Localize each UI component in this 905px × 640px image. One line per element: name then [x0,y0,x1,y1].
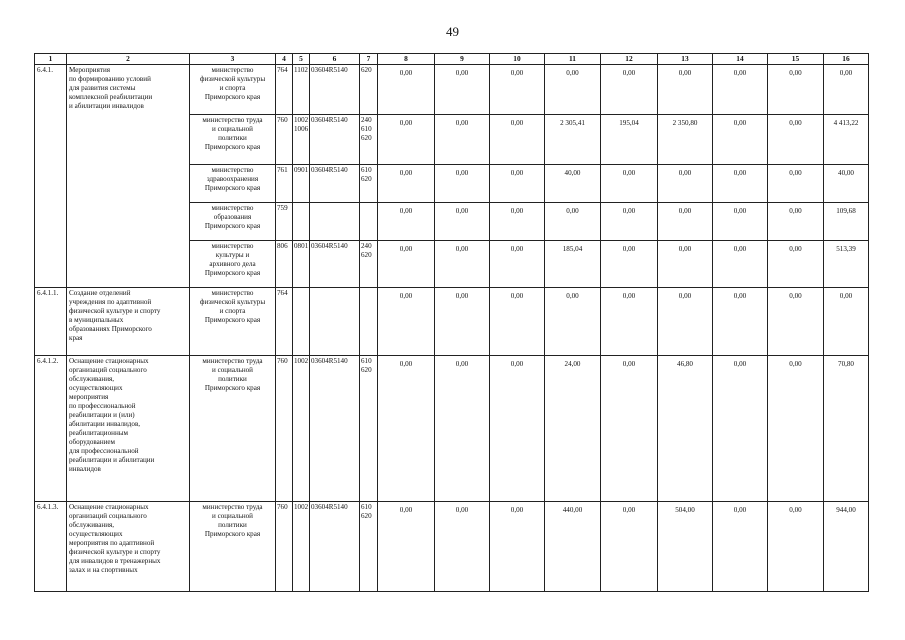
expense-type-code [360,203,378,241]
ministry-code: 760 [276,356,293,502]
item-name-line: обслуживания, [69,521,115,529]
amount-col-13: 46,80 [658,356,713,502]
amount-col-8: 0,00 [378,65,435,115]
amount-col-9: 0,00 [435,203,490,241]
column-header-10: 10 [490,54,545,65]
responsible-org-line: образования [213,213,252,221]
expense-type-code-line: 610 [361,503,372,511]
ministry-code: 761 [276,165,293,203]
amount-col-11: 0,00 [545,203,601,241]
amount-col-14: 0,00 [713,203,768,241]
expense-type-code [360,165,378,203]
responsible-org-line: и социальной [212,512,253,520]
amount-col-15: 0,00 [768,502,824,592]
header-row [35,54,869,65]
amount-col-16: 4 413,22 [824,115,869,165]
amount-col-14: 0,00 [713,502,768,592]
ministry-code: 764 [276,65,293,115]
amount-col-12: 0,00 [601,241,658,288]
column-header-3: 3 [190,54,276,65]
item-name-line: физической культуре и спорту [69,307,161,315]
amount-col-11: 40,00 [545,165,601,203]
item-name-line: Мероприятия [69,66,111,74]
amount-col-9: 0,00 [435,241,490,288]
section-code-line: 1002 [294,503,309,511]
amount-col-14: 0,00 [713,356,768,502]
section-code [293,288,310,356]
responsible-org [190,241,276,288]
item-name-line: мероприятия по адаптивной [69,539,155,547]
responsible-org-line: министерство труда [202,357,263,365]
amount-col-12: 0,00 [601,502,658,592]
amount-col-13: 2 350,80 [658,115,713,165]
expense-type-code-line: 240 [361,116,372,124]
amount-col-15: 0,00 [768,288,824,356]
amount-col-8: 0,00 [378,356,435,502]
responsible-org-line: политики [218,521,247,529]
expense-type-code-line: 620 [361,66,372,74]
responsible-org-line: культуры и [215,251,250,259]
responsible-org-line: Приморского края [204,269,261,277]
item-name-line: и абилитации инвалидов [69,102,144,110]
responsible-org [190,65,276,115]
amount-col-13: 0,00 [658,203,713,241]
section-code-line: 1102 [294,66,308,74]
item-name-line: инвалидов [69,465,101,473]
section-code-line: 1006 [294,125,309,133]
section-code [293,356,310,502]
section-code [293,65,310,115]
ministry-code: 760 [276,502,293,592]
responsible-org-line: и спорта [219,84,246,92]
responsible-org-line: Приморского края [204,184,261,192]
expense-type-code [360,356,378,502]
section-code [293,203,310,241]
amount-col-11: 0,00 [545,288,601,356]
amount-col-8: 0,00 [378,115,435,165]
column-header-2: 2 [67,54,190,65]
amount-col-8: 0,00 [378,502,435,592]
responsible-org-line: политики [218,134,247,142]
expense-type-code-line: 620 [361,251,372,259]
amount-col-11: 185,04 [545,241,601,288]
responsible-org-line: Приморского края [204,316,261,324]
amount-col-10: 0,00 [490,165,545,203]
expense-type-code-line: 610 [361,357,372,365]
item-name-line: реабилитации и абилитации [69,456,155,464]
amount-col-16: 109,68 [824,203,869,241]
column-header-15: 15 [768,54,824,65]
responsible-org-line: министерство [211,166,254,174]
column-header-11: 11 [545,54,601,65]
table-row [35,356,869,502]
column-header-6: 6 [310,54,360,65]
amount-col-10: 0,00 [490,288,545,356]
expense-type-code-line: 620 [361,512,372,520]
item-name-line: в муниципальных [69,316,124,324]
amount-col-13: 504,00 [658,502,713,592]
column-header-5: 5 [293,54,310,65]
responsible-org-line: министерство труда [202,503,263,511]
responsible-org-line: здравоохранения [206,175,259,183]
column-header-1: 1 [35,54,67,65]
target-article-code: 03604R5140 [310,115,360,165]
budget-table [34,53,869,592]
responsible-org-line: министерство [211,204,254,212]
table-row [35,65,869,115]
amount-col-16: 944,00 [824,502,869,592]
responsible-org [190,356,276,502]
responsible-org-line: политики [218,375,247,383]
item-name-line: оборудованием [69,438,116,446]
amount-col-9: 0,00 [435,115,490,165]
item-name-line: осуществляющих [69,530,123,538]
item-name [67,356,190,502]
amount-col-11: 440,00 [545,502,601,592]
responsible-org-line: министерство труда [202,116,263,124]
responsible-org-line: Приморского края [204,143,261,151]
target-article-code [310,288,360,356]
section-code-line: 0901 [294,166,309,174]
amount-col-9: 0,00 [435,356,490,502]
section-code-line: 1002 [294,116,309,124]
amount-col-12: 0,00 [601,65,658,115]
amount-col-11: 0,00 [545,65,601,115]
item-name-line: реабилитации и (или) [69,411,135,419]
item-number: 6.4.1.3. [35,502,67,592]
item-name-line: реабилитационным [69,429,128,437]
amount-col-9: 0,00 [435,288,490,356]
item-name-line: комплексной реабилитации [69,93,153,101]
amount-col-8: 0,00 [378,288,435,356]
item-name-line: образованиях Приморского [69,325,152,333]
amount-col-16: 70,80 [824,356,869,502]
ministry-code: 806 [276,241,293,288]
amount-col-11: 2 305,41 [545,115,601,165]
table-row [35,288,869,356]
column-header-4: 4 [276,54,293,65]
section-code-line: 0801 [294,242,309,250]
amount-col-12: 0,00 [601,165,658,203]
item-name-line: Оснащение стационарных [69,503,149,511]
amount-col-16: 0,00 [824,65,869,115]
amount-col-10: 0,00 [490,65,545,115]
amount-col-10: 0,00 [490,115,545,165]
amount-col-11: 24,00 [545,356,601,502]
amount-col-15: 0,00 [768,115,824,165]
amount-col-12: 0,00 [601,288,658,356]
section-code [293,165,310,203]
ministry-code: 764 [276,288,293,356]
responsible-org-line: и социальной [212,366,253,374]
column-header-14: 14 [713,54,768,65]
responsible-org-line: министерство [211,66,254,74]
amount-col-16: 513,39 [824,241,869,288]
amount-col-15: 0,00 [768,356,824,502]
item-name-line: организаций социального [69,512,147,520]
expense-type-code-line: 610 [361,166,372,174]
item-name-line: учреждения по адаптивной [69,298,152,306]
item-name-line: абилитации инвалидов, [69,420,141,428]
responsible-org-line: и спорта [219,307,246,315]
column-header-12: 12 [601,54,658,65]
item-name-line: по формированию условий [69,75,151,83]
section-code-line: 1002 [294,357,309,365]
amount-col-10: 0,00 [490,502,545,592]
responsible-org [190,288,276,356]
responsible-org-line: физической культуры [199,75,266,83]
amount-col-13: 0,00 [658,165,713,203]
amount-col-12: 0,00 [601,356,658,502]
table-row [35,502,869,592]
amount-col-15: 0,00 [768,165,824,203]
item-name-line: для профессиональной [69,447,139,455]
responsible-org-line: Приморского края [204,530,261,538]
section-code [293,241,310,288]
amount-col-13: 0,00 [658,241,713,288]
item-name-line: для инвалидов в тренажерных [69,557,161,565]
amount-col-13: 0,00 [658,288,713,356]
amount-col-9: 0,00 [435,65,490,115]
responsible-org-line: физической культуры [199,298,266,306]
expense-type-code [360,288,378,356]
item-name-line: мероприятия [69,393,109,401]
amount-col-10: 0,00 [490,241,545,288]
amount-col-9: 0,00 [435,502,490,592]
ministry-code: 759 [276,203,293,241]
amount-col-14: 0,00 [713,165,768,203]
amount-col-8: 0,00 [378,203,435,241]
responsible-org-line: министерство [211,242,254,250]
page-number: 49 [446,24,459,39]
expense-type-code-line: 620 [361,134,372,142]
amount-col-14: 0,00 [713,65,768,115]
item-number: 6.4.1.1. [35,288,67,356]
expense-type-code-line: 620 [361,175,372,183]
item-name [67,288,190,356]
item-name-line: залах и на спортивных [69,566,138,574]
amount-col-15: 0,00 [768,241,824,288]
amount-col-16: 0,00 [824,288,869,356]
amount-col-12: 0,00 [601,203,658,241]
expense-type-code-line: 610 [361,125,372,133]
responsible-org-line: архивного дела [209,260,256,268]
amount-col-16: 40,00 [824,165,869,203]
item-name [67,502,190,592]
responsible-org [190,203,276,241]
expense-type-code [360,65,378,115]
column-header-13: 13 [658,54,713,65]
table-body [35,65,869,592]
section-code [293,115,310,165]
amount-col-12: 195,04 [601,115,658,165]
expense-type-code-line: 620 [361,366,372,374]
expense-type-code [360,241,378,288]
amount-col-13: 0,00 [658,65,713,115]
responsible-org [190,115,276,165]
amount-col-15: 0,00 [768,65,824,115]
responsible-org-line: Приморского края [204,384,261,392]
amount-col-8: 0,00 [378,241,435,288]
amount-col-9: 0,00 [435,165,490,203]
amount-col-14: 0,00 [713,288,768,356]
target-article-code [310,203,360,241]
column-header-7: 7 [360,54,378,65]
responsible-org-line: Приморского края [204,222,261,230]
item-name-line: края [69,334,83,342]
item-name-line: организаций социального [69,366,147,374]
expense-type-code [360,502,378,592]
section-code [293,502,310,592]
expense-type-code-line: 240 [361,242,372,250]
item-name-line: физической культуре и спорту [69,548,161,556]
ministry-code: 760 [276,115,293,165]
target-article-code: 03604R5140 [310,65,360,115]
column-header-9: 9 [435,54,490,65]
responsible-org-line: и социальной [212,125,253,133]
target-article-code: 03604R5140 [310,502,360,592]
item-name-line: Создание отделений [69,289,131,297]
amount-col-10: 0,00 [490,356,545,502]
column-header-16: 16 [824,54,869,65]
amount-col-8: 0,00 [378,165,435,203]
responsible-org-line: Приморского края [204,93,261,101]
item-name-line: осуществляющих [69,384,123,392]
item-name [67,65,190,288]
target-article-code: 03604R5140 [310,165,360,203]
responsible-org [190,165,276,203]
item-name-line: обслуживания, [69,375,115,383]
amount-col-15: 0,00 [768,203,824,241]
responsible-org [190,502,276,592]
target-article-code: 03604R5140 [310,241,360,288]
target-article-code: 03604R5140 [310,356,360,502]
responsible-org-line: министерство [211,289,254,297]
amount-col-14: 0,00 [713,115,768,165]
amount-col-14: 0,00 [713,241,768,288]
expense-type-code [360,115,378,165]
item-number: 6.4.1. [35,65,67,288]
column-header-8: 8 [378,54,435,65]
item-name-line: для развития системы [69,84,136,92]
item-name-line: по профессиональной [69,402,136,410]
item-number: 6.4.1.2. [35,356,67,502]
amount-col-10: 0,00 [490,203,545,241]
item-name-line: Оснащение стационарных [69,357,149,365]
